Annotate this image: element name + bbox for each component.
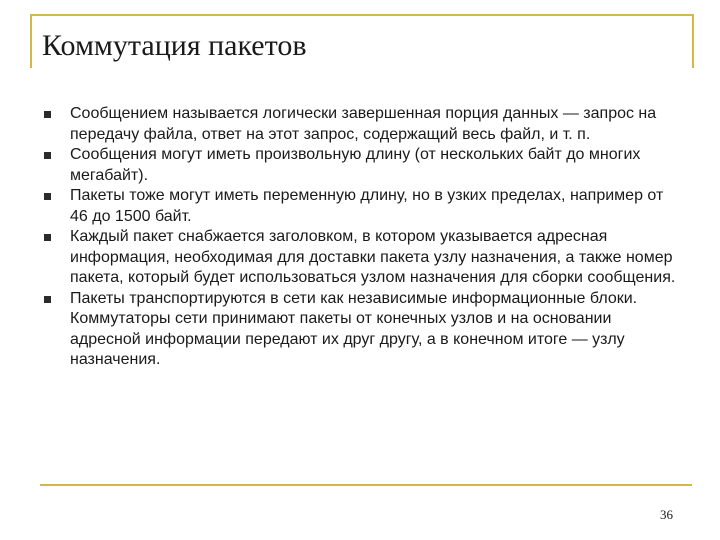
slide-title: Коммутация пакетов: [42, 29, 307, 62]
bullet-text: Сообщением называется логически завершенная порция данных — запрос на передачу файла, ответ на этот запрос, содержащий весь файл, и т. п.: [70, 105, 657, 143]
bullet-text: Сообщения могут иметь произвольную длину (от нескольких байт до многих мегабайт).: [70, 146, 641, 184]
page-number: 36: [660, 507, 673, 522]
bullet-item: [44, 227, 684, 289]
square-bullet-icon: [44, 152, 51, 159]
square-bullet-icon: [44, 296, 51, 303]
top-rule: [30, 14, 694, 16]
right-rule: [692, 14, 694, 68]
bullet-text: Пакеты транспортируются в сети как независимые информационные блоки. Коммутаторы сети принимают пакеты от конечных узлов и на основании адресной информации передают их друг другу, а в конечном итоге — узлу назначения.: [70, 289, 638, 368]
square-bullet-icon: [44, 111, 51, 118]
bullet-item: [44, 104, 684, 145]
bottom-rule: [40, 484, 692, 486]
bullet-list: [44, 104, 684, 371]
square-bullet-icon: [44, 193, 51, 200]
left-rule: [30, 14, 32, 68]
bullet-item: [44, 289, 684, 371]
bullet-text: Пакеты тоже могут иметь переменную длину, но в узких пределах, например от 46 до 1500 байт.: [70, 187, 664, 225]
square-bullet-icon: [44, 234, 51, 241]
bullet-item: [44, 186, 684, 227]
bullet-text: Каждый пакет снабжается заголовком, в котором указывается адресная информация, необходимая для доставки пакета узлу назначения, а также номер пакета, который будет использоваться узлом назначения для сборки сообщения.: [70, 228, 676, 286]
bullet-item: [44, 145, 684, 186]
